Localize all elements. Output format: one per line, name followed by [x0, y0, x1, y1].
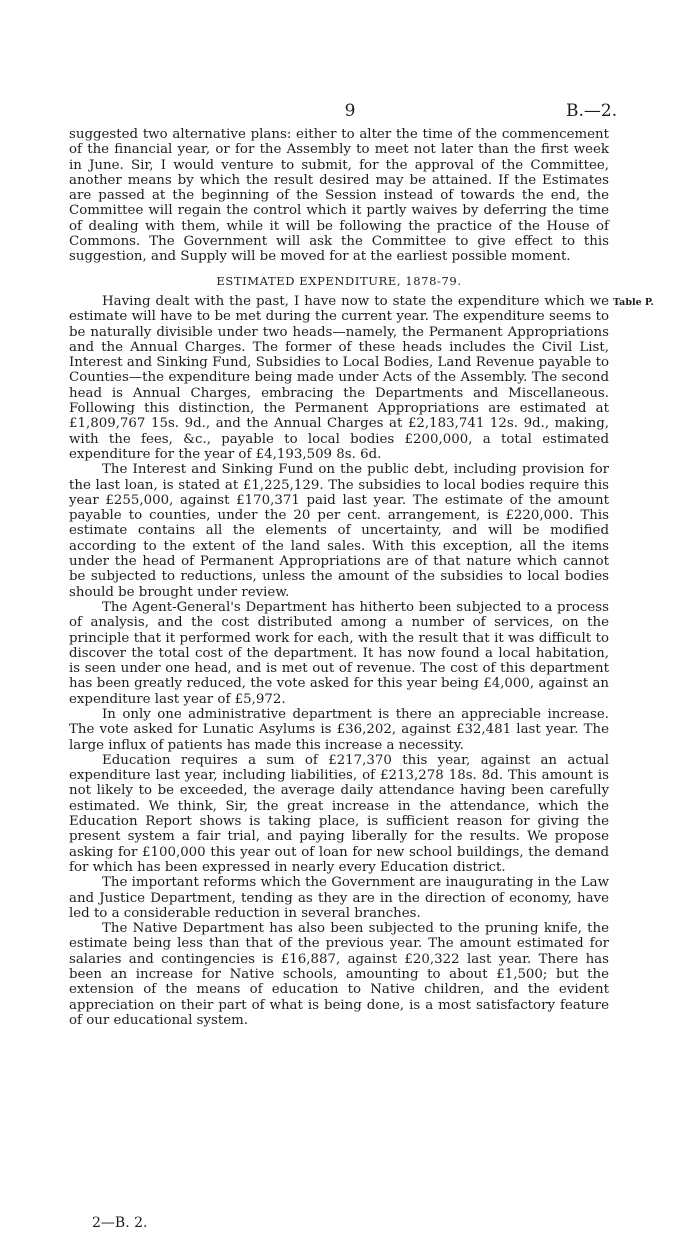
footer-signature: 2—B. 2. — [92, 1215, 148, 1231]
document-body — [69, 127, 609, 1028]
page-number: 9 — [344, 101, 356, 121]
paragraph: Education requires a sum of £217,370 this year, against an actual expenditure last year, including liabilities, of £213,278 18s. 8d. This amount is not likely to be exceeded, the average daily attendance having been carefully estimated. We think, Sir, the great increase in the attendance, which the Education Report shows is taking place, is sufficient reason for giving the present system a fair trial, and paying liberally for the results. We propose asking for £100,000 this year out of loan for new school buildings, the demand for which has been expressed in nearly every Education district. — [69, 752, 609, 875]
margin-note: Table P. — [613, 297, 654, 308]
paragraph: The important reforms which the Government are inaugurating in the Law and Justice Department, tending as they are in the direction of economy, have led to a considerable reduction in several branches. — [69, 875, 609, 921]
paragraph: Having dealt with the past, I have now to state the expenditure which we estimate will have to be met during the current year. The expenditure seems to be naturally divisible under two heads—namely, the Permanent Appropriations and the Annual Charges. The former of these heads includes the Civil List, Interest and Sinking Fund, Subsidies to Local Bodies, Land Revenue payable to Counties—the expenditure being made under Acts of the Assembly. The second head is Annual Charges, embracing the Departments and Miscellaneous. Following this distinction, the Permanent Appropriations are estimated at £1,809,767 15s. 9d., and the Annual Charges at £2,183,741 12s. 9d., making, with the fees, &c., payable to local bodies £200,000, a total estimated expenditure for the year of £4,193,509 8s. 6d. — [69, 293, 609, 462]
paragraph: The Interest and Sinking Fund on the public debt, including provision for the last loan, is stated at £1,225,129. The subsidies to local bodies require this year £255,000, against £170,371 paid last year. The estimate of the amount payable to counties, under the 20 per cent. arrangement, is £220,000. This estimate contains all the elements of uncertainty, and will be modified according to the extent of the land sales. With this exception, all the items under the head of Permanent Appropriations are of that nature which cannot be subjected to reductions, unless the amount of the subsidies to local bodies should be brought under review. — [69, 462, 609, 600]
paragraph: In only one administrative department is there an appreciable increase. The vote asked for Lunatic Asylums is £36,202, against £32,481 last year. The large influx of patients has made this increase a necessity. — [69, 706, 609, 753]
paragraph: The Agent-General's Department has hitherto been subjected to a process of analysis, and the cost distributed among a number of services, on the principle that it performed work for each, with the result that it was difficult to discover the total cost of the department. It has now found a local habitation, is seen under one head, and is met out of revenue. The cost of this department has been greatly reduced, the vote asked for this year being £4,000, against an expenditure last year of £5,972. — [69, 599, 609, 707]
paragraph-continuation: suggested two alternative plans: either to alter the time of the commencement of the financial year, or for the Assembly to meet not later than the first week in June. Sir, I would venture to submit, for the approval of the Committee, another means by which the result desired may be attained. If the Estimates are passed at the beginning of the Session instead of towards the end, the Committee will regain the control which it partly waives by deferring the time of dealing with them, while it will be following the practice of the House of Commons. The Government will ask the Committee to give effect to this suggestion, and Supply will be moved for at the earliest possible moment. — [69, 127, 609, 265]
paragraph: The Native Department has also been subjected to the pruning knife, the estimate being less than that of the previous year. The amount estimated for salaries and contingencies is £16,887, against £20,322 last year. There has been an increase for Native schools, amounting to about £1,500; but the extension of the means of education to Native children, and the evident appreciation on their part of what is being done, is a most satisfactory feature of our educational system. — [69, 921, 609, 1028]
document-reference: B.—2. — [566, 101, 618, 121]
section-heading: ESTIMATED EXPENDITURE, 1878-79. — [216, 273, 462, 288]
